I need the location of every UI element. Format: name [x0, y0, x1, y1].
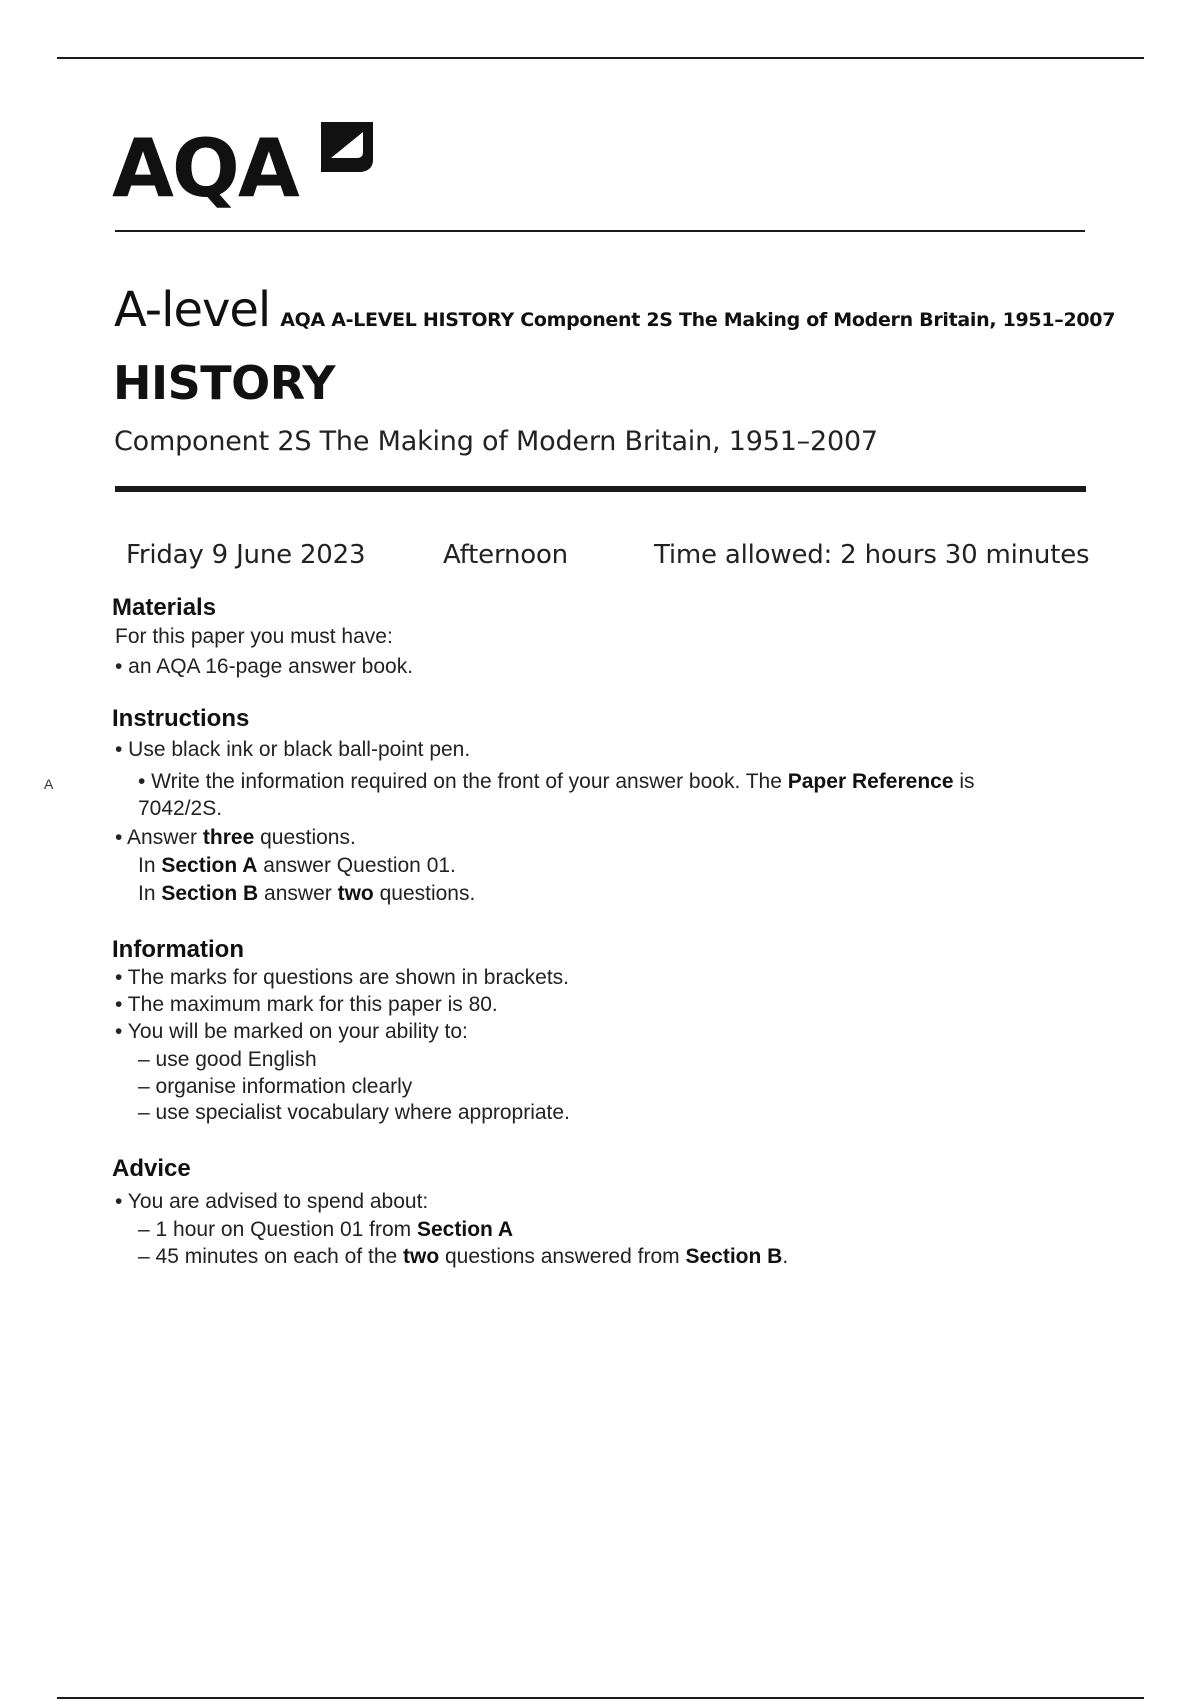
materials-intro: For this paper you must have:: [115, 625, 393, 648]
materials-item: • an AQA 16-page answer book.: [115, 655, 414, 678]
bottom-rule: [57, 1697, 1144, 1699]
instruction-ink: • Use black ink or black ball-point pen.: [115, 738, 471, 761]
aqa-logo: [112, 112, 382, 215]
information-subitem: – use specialist vocabulary where appropriate.: [138, 1101, 570, 1124]
running-title: AQA A-LEVEL HISTORY Component 2S The Making of Modern Britain, 1951–2007: [280, 309, 1116, 331]
advice-section-b: – 45 minutes on each of the two questions answered from Section B.: [138, 1245, 789, 1268]
time-allowed: Time allowed: 2 hours 30 minutes: [654, 540, 1090, 570]
advice-intro: • You are advised to spend about:: [115, 1190, 429, 1213]
title-row: [114, 282, 1115, 338]
instruction-answer-three: • Answer three questions.: [115, 826, 356, 849]
aqa-logo-mark-icon: [317, 116, 377, 178]
instruction-section-b: In Section B answer two questions.: [138, 882, 476, 905]
qualification-level: A-level: [114, 282, 271, 338]
top-rule: [57, 57, 1144, 59]
information-heading: Information: [112, 936, 244, 963]
aqa-logo-text: AQA: [112, 122, 298, 215]
component-title: Component 2S The Making of Modern Britain, 1951–2007: [114, 426, 878, 457]
title-divider: [115, 486, 1086, 492]
margin-mark: A: [44, 776, 54, 792]
information-subitem: – organise information clearly: [138, 1075, 413, 1098]
instruction-paper-reference: 7042/2S.: [138, 797, 223, 820]
information-item: • The maximum mark for this paper is 80.: [115, 993, 498, 1016]
materials-heading: Materials: [112, 594, 217, 621]
information-item: • You will be marked on your ability to:: [115, 1020, 468, 1043]
subject-title: HISTORY: [113, 356, 335, 410]
instructions-heading: Instructions: [112, 705, 250, 732]
exam-session: Afternoon: [443, 540, 568, 570]
advice-section-a: – 1 hour on Question 01 from Section A: [138, 1218, 514, 1241]
instruction-front-page: • Write the information required on the front of your answer book. The Paper Reference is: [138, 770, 975, 793]
exam-date: Friday 9 June 2023: [126, 540, 366, 570]
information-item: • The marks for questions are shown in brackets.: [115, 966, 570, 989]
advice-heading: Advice: [112, 1155, 191, 1182]
logo-divider: [115, 230, 1085, 232]
instruction-section-a: In Section A answer Question 01.: [138, 854, 456, 877]
information-subitem: – use good English: [138, 1048, 317, 1071]
